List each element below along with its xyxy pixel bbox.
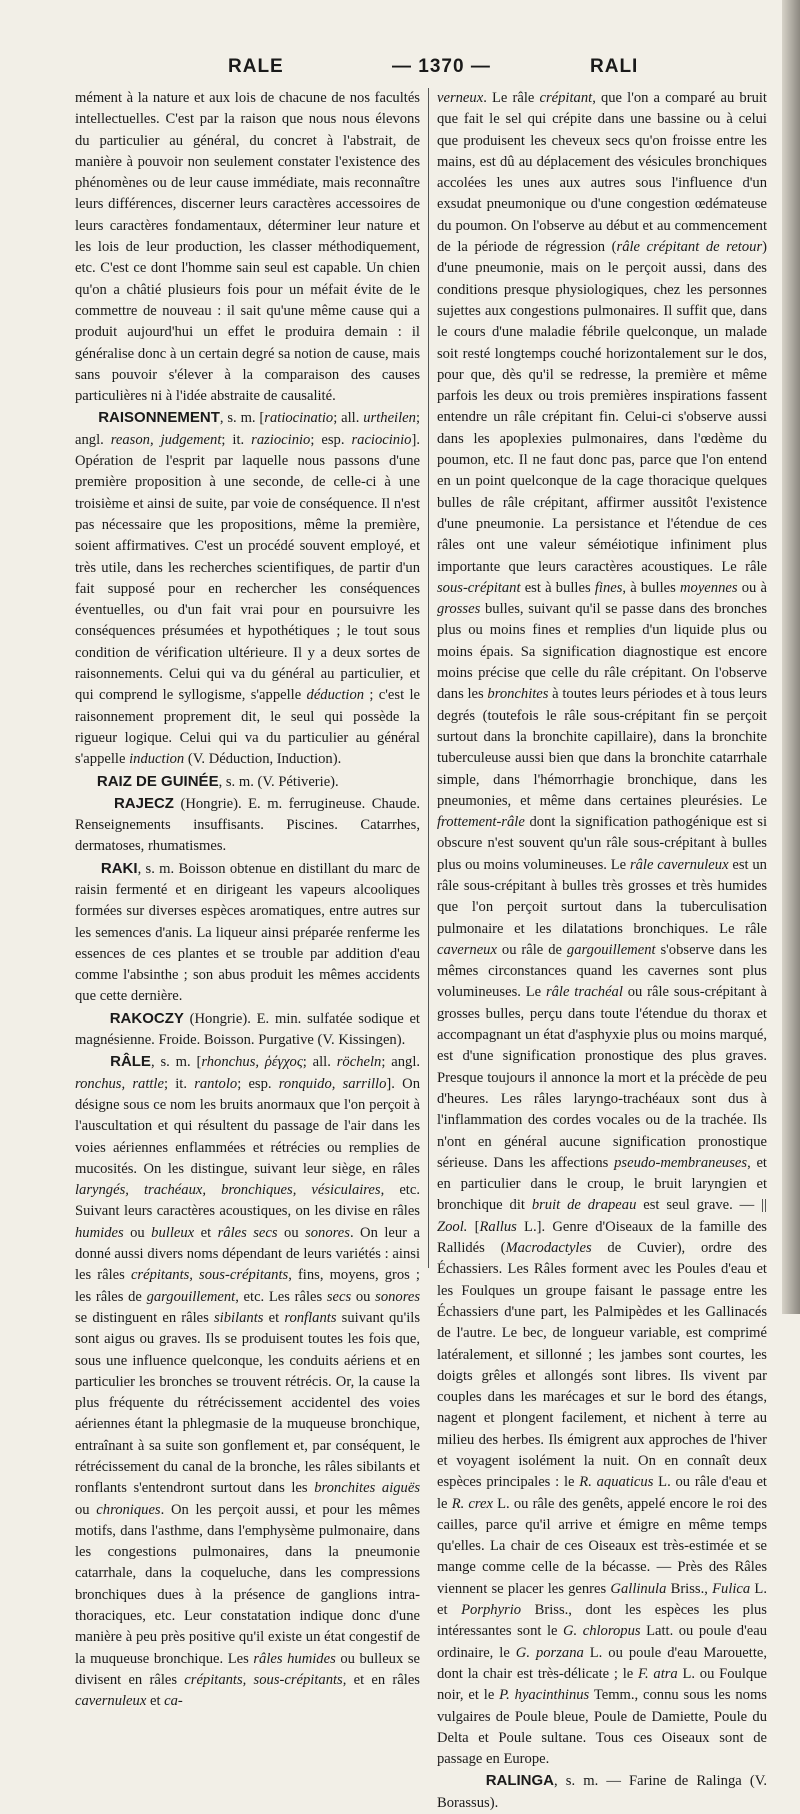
- term: bruit de drapeau: [531, 1197, 637, 1214]
- definition-text: de Cuvier), ordre des Échassiers. Les Râles forment avec les Poules d'eau et les Foulques un groupe faisant le passage entre les Échassiers d'une part, les Palmipèdes et les Gallinacés de l'autre. Le bec, de longueur variable, est comprimé latéralement, et sillonné ; les jambes sont courtes, les doigts grêles et allongés sont libres. Ils vivent par couples dans les marécages et sur le bord des étangs, nagent et plongent facilement, et nichent à terre au milieu des herbes. Ils émigrent aux approches de l'hiver et voyagent isolément la nuit. On en connaît deux espèces principales : le: [437, 1240, 767, 1491]
- term: sous-crépitant: [437, 579, 521, 596]
- lang: ; it.: [221, 431, 252, 448]
- etym: urtheilen: [363, 410, 416, 427]
- term: râle cavernuleux: [629, 856, 729, 873]
- definition-text: s'observe dans les mêmes circonstances quand les cavernes sont plus volumineuses. Le: [437, 941, 767, 1001]
- continuation-paragraph: [75, 88, 420, 407]
- definition-text: , s. m. Boisson obtenue en distillant du marc de raisin fermenté et en dirigeant les vapeurs alcooliques formées sur diverses espèces aromatiques, entre autres sur les semences d'anis. La liqueur ainsi préparée renferme les essences de ces plantes et se trouble par addition d'eau comme l'absinthe ; son abus produit les mêmes accidents que cette dernière.: [75, 860, 420, 1005]
- entry-rale: [75, 1051, 420, 1712]
- definition-text: dont la signification pathogénique est si obscure n'est souvent qu'un râle sous-crépitant à bulles plus ou moins volumineuses. Le: [437, 814, 767, 873]
- term: frottement-râle: [437, 814, 525, 831]
- definition-text: On désigne sous ce nom les bruits anormaux que l'on perçoit à l'auscultation et qui résultent du passage de l'air dans les voies aériennes enflammées et rétrécies ou remplies de mucosités. On les distingue, suivant leur siège, en râles: [75, 1075, 420, 1177]
- definition-text: ; c'est le raisonnement proprement dit, le seul qui possède la rigueur logique. Celui qui va du particulier au général s'appelle: [75, 687, 420, 768]
- definition-text: L. ou poule d'eau Marouette, dont la chair est très-délicate ; le: [437, 1644, 767, 1682]
- lang: ; all.: [302, 1054, 337, 1071]
- definition-text: ou: [351, 1288, 376, 1305]
- definition-text: [: [467, 1218, 480, 1235]
- definition-text: L. ou Foulque noir, et le: [437, 1665, 767, 1704]
- definition-text: ou râle de: [496, 941, 567, 958]
- term: Zool.: [437, 1218, 468, 1235]
- etym: reason, judgement: [110, 431, 222, 448]
- headword-rale: RÂLE: [110, 1053, 151, 1071]
- definition-text: (Hongrie). E. min. sulfatée sodique et magnésienne. Froide. Boisson. Purgative (V. Kissingen).: [75, 1010, 420, 1049]
- definition-text: Briss.,: [666, 1580, 713, 1597]
- gram: ].: [386, 1075, 395, 1092]
- term: déduction: [306, 687, 365, 704]
- column-rule: [428, 88, 429, 1268]
- definition-text: , s. m. (V. Pétiverie).: [218, 773, 339, 790]
- definition-text: et: [146, 1693, 165, 1710]
- term: secs: [326, 1288, 352, 1305]
- headword-raki: RAKI: [100, 859, 138, 877]
- term: sonores: [375, 1288, 421, 1305]
- term: râles humides: [253, 1650, 336, 1667]
- definition-text: ou à: [737, 579, 767, 596]
- lang: ; it.: [163, 1075, 195, 1092]
- right-column: [437, 88, 768, 1811]
- gram: , s. m. [: [219, 410, 265, 427]
- running-header: [0, 52, 780, 82]
- definition-text: à toutes leurs périodes et à tous leurs degrés (toutefois le râle sous-crépitant fin se perçoit surtout dans la bronchite capillaire), dans la bronchite tuberculeuse aussi bien que dans la bronchite catarrhale simple, dans l'hémorrhagie bronchique, dans les pneumonies, et même dans certaines pleurésies. Le: [437, 686, 767, 809]
- term: G. chloropus: [563, 1623, 641, 1640]
- entry-raiz: [75, 771, 420, 793]
- term: moyennes: [679, 579, 738, 596]
- term: ca-: [164, 1693, 183, 1710]
- definition-text: ou: [277, 1224, 306, 1241]
- definition-text: ou: [75, 1501, 97, 1518]
- definition-text: , etc. Les râles: [235, 1288, 327, 1305]
- page-edge: [782, 0, 800, 1314]
- term: R. aquaticus: [579, 1474, 654, 1491]
- definition-text: Latt. ou poule d'eau ordinaire, le: [437, 1623, 767, 1661]
- headword-ralinga: RALINGA: [485, 1772, 555, 1790]
- lang: ; esp.: [237, 1075, 279, 1092]
- definition-text: . On leur a donné aussi divers noms dépendant de leurs variétés : ainsi les râles: [75, 1224, 420, 1284]
- header-left-word: RALE: [228, 56, 284, 77]
- term: gargouillement: [146, 1288, 236, 1305]
- definition-text: , etc. Suivant leurs caractères acoustiques, on les divise en râles: [75, 1182, 420, 1220]
- definition-text: , fins, moyens, gros ; les râles de: [75, 1267, 420, 1305]
- definition-text: L. ou râle des genêts, appelé encore le roi des cailles, parce qu'il arrive et émigre en même temps qu'elles. La chair de ces Oiseaux est très-estimée et se mange comme celle de la bécasse. — Près des Râles viennent se placer les genres: [437, 1495, 768, 1597]
- term: induction: [129, 751, 185, 768]
- entry-raki: [75, 858, 420, 1008]
- term: P. hyacinthinus: [499, 1687, 590, 1704]
- term: verneux: [437, 90, 484, 106]
- entry-raisonnement: [75, 407, 420, 770]
- headword-raisonnement: RAISONNEMENT: [98, 409, 220, 427]
- term: bronchites: [487, 686, 549, 703]
- definition-text: ou bulleux se divisent en râles: [75, 1650, 420, 1688]
- etym: ratiocinatio: [264, 410, 334, 427]
- etym: ronchus, rattle: [75, 1075, 164, 1092]
- header-right-word: RALI: [590, 56, 639, 77]
- term: F. atra: [637, 1665, 678, 1682]
- term: cavernuleux: [75, 1693, 147, 1710]
- left-column: [75, 88, 421, 1710]
- definition-text: et: [194, 1224, 218, 1241]
- term: G. porzana: [515, 1644, 584, 1661]
- entry-rajecz: [75, 793, 420, 858]
- term: R. crex: [451, 1495, 493, 1512]
- term: crépitants, sous-crépitants: [130, 1267, 289, 1284]
- term: laryngés, trachéaux, bronchiques, vésiculaires: [75, 1182, 381, 1199]
- term: râles secs: [217, 1224, 278, 1241]
- etym: röcheln: [336, 1054, 382, 1071]
- page-number: — 1370 —: [392, 56, 491, 77]
- definition-text: (V. Déduction, Induction).: [184, 751, 342, 768]
- etym: rantolo: [194, 1075, 238, 1092]
- headword-raiz: RAIZ DE GUINÉE: [96, 772, 219, 790]
- term: crépitant: [539, 90, 593, 106]
- lang: ; angl.: [381, 1054, 421, 1071]
- definition-text: . Le râle: [483, 90, 540, 106]
- term: Gallinula: [610, 1580, 667, 1597]
- term: Rallus: [479, 1218, 517, 1235]
- etym: raziocinio: [251, 431, 311, 448]
- definition-text: est un râle sous-crépitant à bulles très grosses et très humides que l'on perçoit surtout dans la tuberculisation pulmonaire et les dilatations bronchiques. Le râle: [437, 856, 767, 937]
- term: Fulica: [712, 1580, 751, 1597]
- definition-text: ou: [123, 1224, 152, 1241]
- term: chroniques: [96, 1501, 161, 1518]
- term: humides: [75, 1224, 124, 1241]
- term: crépitants, sous-crépitants: [184, 1671, 343, 1688]
- definition-text: L. ou râle d'eau et le: [437, 1474, 767, 1512]
- entry-ralinga: [437, 1770, 767, 1814]
- lang: ; all.: [333, 410, 364, 427]
- term: pseudo-membraneuses: [614, 1154, 748, 1171]
- definition-text: Opération de l'esprit par laquelle nous passons d'une première proposition à une seconde, de celle-ci à une troisième et ainsi de suite, par voie de conséquence. Il n'est pas nécessaire que les propositions, même la première, soient affirmatives. C'est un procédé souvent employé, et très utile, dans les recherches scientifiques, de partir d'un fait supposé pour en rechercher les conséquences éventuelles, ou d'un fait vrai pour en poursuivre les conséquences présumées et hypothétiques ; le tout sous condition de vérification ultérieure. Il y a deux sortes de raisonnements. Celui qui va du général au particulier, et qui comprend le syllogisme, s'appelle: [75, 453, 420, 704]
- rale-continuation: [437, 88, 767, 1770]
- definition-text: , et en particulier dans le croup, le bruit laryngien et bronchique dit: [437, 1154, 767, 1214]
- definition-text: , s. m. — Farine de Ralinga (V. Borassus).: [437, 1773, 767, 1811]
- entry-rakoczy: [75, 1008, 420, 1052]
- gram: ].: [411, 431, 420, 448]
- definition-text: , et en râles: [342, 1671, 420, 1688]
- term: Macrodactyles: [505, 1240, 592, 1257]
- headword-rajecz: RAJECZ: [113, 794, 174, 812]
- definition-text: et: [263, 1309, 285, 1326]
- definition-text: bulles, suivant qu'il se passe dans des bronches plus ou moins fines et remplies d'un liquide plus ou moins épais. Sa signification diagnostique est encore moins précise que celle du râle crépitant. On l'observe dans les: [437, 601, 767, 703]
- definition-text: L.]. Genre d'Oiseaux de la famille des Rallidés (: [437, 1218, 767, 1257]
- definition-text: Temm., connu sous les noms vulgaires de Poule bleue, Poule de Damiette, Poule du Delta et Poule sultane. Tous ces Oiseaux sont de passage en Europe.: [437, 1687, 767, 1768]
- term: bulleux: [151, 1224, 195, 1241]
- term: râle crépitant de retour: [616, 239, 763, 256]
- term: râle trachéal: [545, 984, 623, 1001]
- continuation-text: mément à la nature et aux lois de chacune de nos facultés intellectuelles. C'est par la raison que nous nous élevons du particulier au général, du concret à l'abstrait, de manière à pouvoir non seulement constater l'existence des phénomènes ou de leur cause immédiate, mais reconnaître leurs différences, discerner leurs caractères accessoires de leurs caractères fondamentaux, déterminer leur nature et les lois de leur production, les classer méthodiquement, etc. C'est ce dont l'homme sain seul est capable. Un chien qu'on a châtié plusieurs fois pour un méfait évite de le commettre de nouveau : il sait qu'une même cause qui a produit aujourd'hui un effet le produira demain : il généralise donc à un certain degré sa notion de cause, mais sans pouvoir s'élever à la comparaison des causes particulières ni à l'idée abstraite de causalité.: [75, 90, 420, 405]
- definition-text: (Hongrie). E. m. ferrugineuse. Chaude. Renseignements insuffisants. Piscines. Catarrhes, dermatoses, rhumatismes.: [75, 795, 420, 855]
- term: Porphyrio: [461, 1602, 522, 1619]
- term: sonores: [305, 1224, 350, 1241]
- lang: ; angl.: [75, 410, 421, 448]
- term: sibilants: [214, 1309, 264, 1326]
- definition-text: , que l'on a comparé au bruit que fait le sel qui crépite dans une bassine ou à celui que produisent les cheveux secs qu'on froisse entre les mains, est dû au déplacement des vésicules bronchiques accolées les unes aux autres sous l'influence d'un exsudat pneumonique ou d'une congestion œdémateuse du poumon. On l'observe au début et au commencement de la période de régression (: [437, 90, 767, 256]
- definition-text: . On les perçoit aussi, et pour les mêmes motifs, dans l'asthme, dans l'emphysème pulmonaire, dans les congestions pulmonaires, dans la pneumonie catarrhale, dans la coqueluche, dans les compressions bronchiques dues à la présence de ganglions intra-thoraciques, etc. Leur constatation indique donc d'une manière à peu près positive qu'il existe un état congestif de la muqueuse bronchique. Les: [75, 1501, 420, 1667]
- definition-text: suivant qu'ils sont aigus ou graves. Ils se produisent toutes les fois que, sous une influence quelconque, les conduits aériens et en particulier les bronches se trouvent rétrécis. Or, la cause la plus fréquente du rétrécissement accidentel des voies aériennes étant la phlegmasie de la muqueuse bronchique, entraînant à sa suite son gonflement et, par conséquent, le rétrécissement du canal de la bronche, les râles sibilants et ronflants s'entendront surtout dans les: [75, 1309, 420, 1497]
- definition-text: , à bulles: [622, 579, 680, 596]
- definition-text: est à bulles: [520, 579, 595, 596]
- gram: , s. m. [: [150, 1054, 202, 1071]
- definition-text: est seul grave. — ||: [636, 1197, 767, 1214]
- definition-text: ) d'une pneumonie, mais on le perçoit aussi, dans des conditions presque physiologiques, chez les personnes sujettes aux congestions pulmonaires. Il suffit que, dans le cours d'une maladie fébrile quelconque, un malade soit resté longtemps couché horizontalement sur le dos, pour que, dès qu'il se redresse, la première et même parfois les deux ou trois premières inspirations fassent entendre un râle crépitant fin. Celui-ci s'observe aussi dans les apoplexies pulmonaires, dans l'œdème du poumon, etc. Il ne faut donc pas, parce que l'on entend en un point quelconque de la cage thoracique quelques bulles de râle crépitant, affirmer aussitôt l'existence d'une pneumonie. La persistance et l'étendue de ces râles ont une valeur séméiotique infiniment plus importante que leurs caractères acoustiques. Le râle: [437, 239, 768, 575]
- term: grosses: [437, 601, 481, 618]
- term: ronflants: [284, 1309, 337, 1326]
- definition-text: se distinguent en râles: [75, 1309, 214, 1326]
- definition-text: ou râle sous-crépitant à grosses bulles, perçu dans toute l'étendue du thorax et accompagnant un état d'asphyxie plus ou moins marqué, est d'une signification pronostique des plus graves. Presque toujours il annonce la mort et la précède de peu d'heures. Les râles laryngo-trachéaux sont dus à l'inflammation des cordes vocales ou de la trachée. Ils n'ont en général aucune signification pronostique sérieuse. Dans les affections: [437, 984, 767, 1171]
- lang: ; esp.: [310, 431, 352, 448]
- etym: rhonchus, ῥέγχος: [201, 1054, 303, 1071]
- etym: ronquido, sarrillo: [278, 1075, 387, 1092]
- definition-text: L. et: [437, 1580, 767, 1619]
- term: bronchites aiguës: [314, 1480, 420, 1497]
- term: caverneux: [437, 941, 497, 958]
- term: fines: [594, 579, 623, 596]
- definition-text: Briss., dont les espèces les plus intéressantes sont le: [437, 1602, 767, 1640]
- headword-rakoczy: RAKOCZY: [109, 1009, 184, 1027]
- etym: raciocinio: [351, 431, 412, 448]
- term: gargouillement: [566, 941, 656, 958]
